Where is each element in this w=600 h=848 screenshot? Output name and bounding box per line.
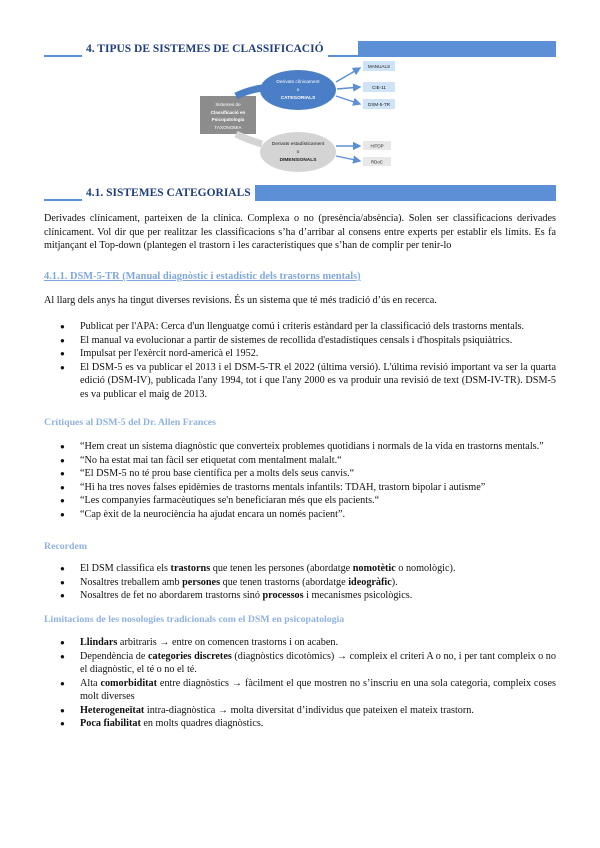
dsm-intro: Al llarg dels anys ha tingut diverses revisions. És un sistema que té més tradició d’ús en recerca. xyxy=(44,295,437,306)
arrow-to-cie xyxy=(337,87,360,89)
recordem-heading: Recordem xyxy=(44,541,87,552)
dsm-bullet-list xyxy=(44,320,556,401)
diagram-root-line: Psicopatologia xyxy=(211,117,245,122)
dimensional-line: Derivats estadísticament xyxy=(271,142,325,147)
list-item: ● El DSM classifica els trastorns que tenen les persones (abordatge nomotètic o nomològic). xyxy=(44,562,556,576)
arrow-to-dsm xyxy=(336,96,360,104)
section-4-title: 4. TIPUS DE SISTEMES DE CLASSIFICACIÓ xyxy=(82,41,328,57)
dsm-subheading: 4.1.1. DSM-5-TR (Manual diagnòstic i estadístic dels trastorns mentals) xyxy=(44,271,361,282)
categorical-line: Derivats clínicament xyxy=(276,80,320,85)
leaf-hitop: HiTOP xyxy=(370,143,384,149)
limitations-heading: Limitacions de les nosologies tradicionals com el DSM en psicopatologia xyxy=(44,614,345,625)
leaf-rdoc: RDoC xyxy=(371,159,383,165)
list-item: ● Publicat per l'APA: Cerca d'un llenguatge comú i criteris estàndard per la classificació dels trastorns mentals. xyxy=(44,320,556,334)
list-item: ● “Cap èxit de la neurociència ha ajudat encara un només pacient”. xyxy=(44,508,556,522)
list-item: ● El manual va evolucionar a partir de sistemes de recollida d'estadístiques censals i d'hospitals psiquiàtrics. xyxy=(44,334,556,348)
list-item: ● Poca fiabilitat en molts quadres diagnòstics. xyxy=(44,717,556,731)
list-item: ● “Hi ha tres noves falses epidèmies de trastorns mentals infantils: TDAH, trastorn bipolar i autisme” xyxy=(44,481,556,495)
list-item: ● Nosaltres treballem amb persones que tenen trastorns (abordatge ideogràfic). xyxy=(44,576,556,590)
dimensional-line: DIMENSIONALS xyxy=(279,158,317,163)
list-item: ● Nosaltres de fet no abordarem trastorns sinó processos i mecanismes psicològics. xyxy=(44,589,556,603)
diagram-root-line: Classificació en xyxy=(210,110,246,115)
list-item: ● Dependència de categories discretes (diagnòstics dicotòmics) → compleix el criteri A o no, i per tant compleix o no el diagnòstic, el té o no el té. xyxy=(44,650,556,677)
dimensional-line: o xyxy=(296,150,300,155)
list-item: ● El DSM-5 es va publicar el 2013 i el DSM-5-TR el 2022 (última versió). L'última revisió important va ser la quarta edició (DSM-IV), publicada l'any 1994, tot i que l'any 2000 es va produir una revisió de text (DSM-IV-TR). DSM-5 es va publicar el maig de 2013. xyxy=(44,361,556,402)
list-item: ● Llindars arbitraris → entre on comencen trastorns i on acaben. xyxy=(44,636,556,650)
section-41-title: 4.1. SISTEMES CATEGORIALS xyxy=(82,185,255,201)
section-41-header xyxy=(44,185,556,201)
recordem-list xyxy=(44,562,556,603)
categorical-line: o xyxy=(296,88,300,93)
limitations-list xyxy=(44,636,556,731)
list-item: ● Impulsat per l'exèrcit nord-americà el 1952. xyxy=(44,347,556,361)
leaf-manuals: MANUALS xyxy=(367,64,391,69)
leaf-cie: CIE-11 xyxy=(372,85,386,90)
diagram-root-line: TAXONOMIA xyxy=(214,125,242,130)
arrow-to-manuals xyxy=(336,68,360,82)
list-item: ● “No ha estat mai tan fàcil ser etiquetat com mentalment malalt.“ xyxy=(44,454,556,468)
arrow-to-rdoc xyxy=(336,156,360,161)
list-item: ● “Les companyies farmacèutiques se'n beneficiaran més que els pacients.“ xyxy=(44,494,556,508)
list-item: ● “El DSM-5 no té prou base científica per a molts dels seus canvis.“ xyxy=(44,467,556,481)
criticism-list xyxy=(44,440,556,521)
list-item: ● “Hem creat un sistema diagnòstic que converteix problemes quotidians i normals de la vida en trastorns mentals.” xyxy=(44,440,556,454)
classification-diagram xyxy=(0,0,600,180)
intro-paragraph: Derivades clínicament, parteixen de la clínica. Complexa o no (presència/absència). Solen ser classificacions derivades clínicament. Vol dir que per realitzar les classificacions s’ha d’arribar al consens entre experts per establir els límits. Es fa mitjançant el Top-down (plantegen el trastorn i les característiques que s’han de complir per tenir-lo xyxy=(44,213,556,251)
diagram-root-line: Sistemes de xyxy=(215,102,241,107)
root-to-top-arrow xyxy=(236,88,262,96)
root-to-bottom-arrow xyxy=(236,134,262,144)
categorical-line: CATEGORIALS xyxy=(280,96,316,101)
list-item: ● Alta comorbiditat entre diagnòstics → fàcilment el que mostren no s’inscriu en una sola categoria, compleix coses molt diverses xyxy=(44,677,556,704)
list-item: ● Heterogeneïtat intra-diagnòstica → molta diversitat d’individus que pateixen el mateix trastorn. xyxy=(44,704,556,718)
leaf-dsm: DSM-5-TR xyxy=(368,102,390,107)
criticism-heading: Crítiques al DSM-5 del Dr. Allen Frances xyxy=(44,417,216,428)
